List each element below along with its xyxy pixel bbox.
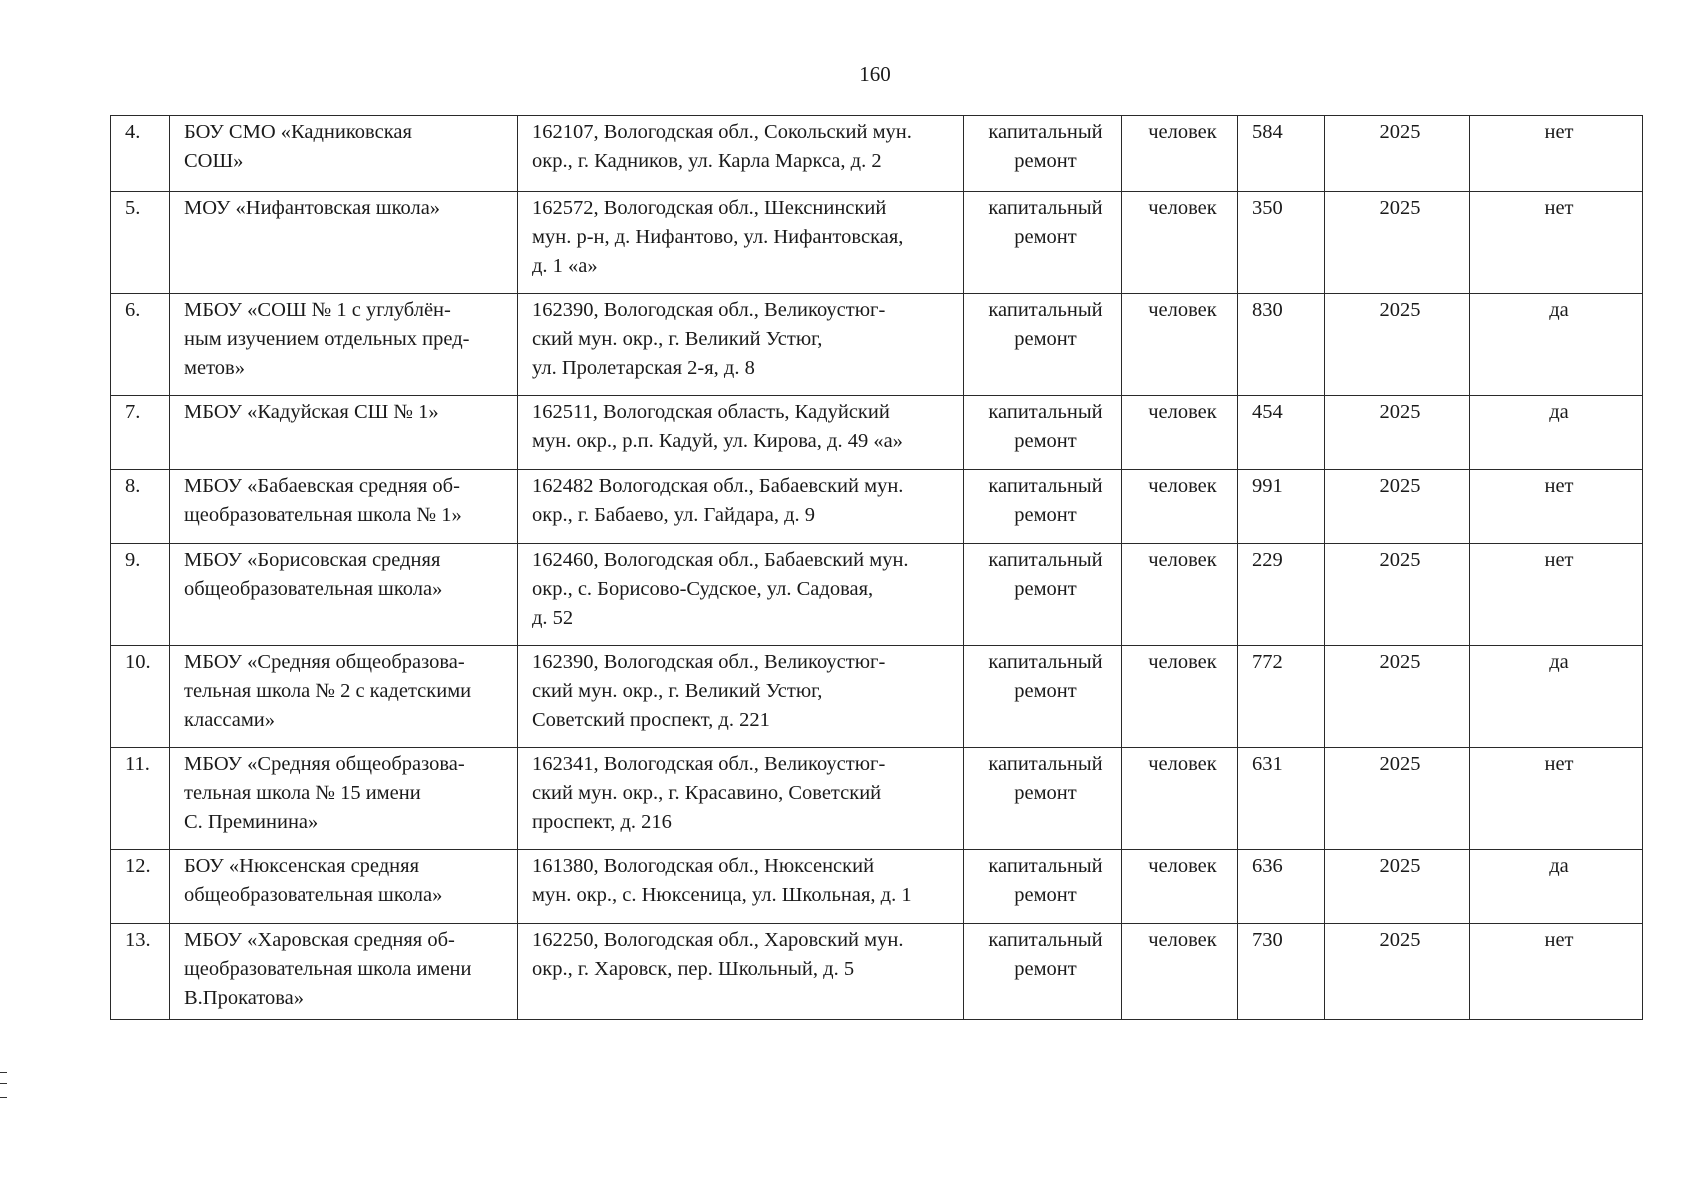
count-cell (1238, 924, 1325, 1020)
work-type-cell (964, 748, 1122, 850)
year-cell-line: 2025 (1379, 929, 1421, 951)
table-row (111, 748, 1643, 850)
row-number-cell (111, 850, 170, 924)
count-cell (1238, 646, 1325, 748)
row-number-cell-line: 6. (125, 299, 141, 321)
row-number-cell-line: 13. (125, 929, 151, 951)
school-name-cell-line: общеобразовательная школа» (184, 884, 443, 906)
count-cell (1238, 470, 1325, 544)
table-row (111, 646, 1643, 748)
work-type-cell (964, 544, 1122, 646)
unit-cell (1122, 646, 1238, 748)
work-type-cell (964, 116, 1122, 192)
address-cell-line: 161380, Вологодская обл., Нюксенский (532, 855, 875, 877)
work-type-cell-line: капитальный (988, 401, 1103, 423)
year-cell-line: 2025 (1379, 475, 1421, 497)
school-name-cell-line: общеобразовательная школа» (184, 578, 443, 600)
flag-cell-line: да (1549, 299, 1569, 321)
school-name-cell-line: классами» (184, 709, 276, 731)
year-cell (1325, 646, 1470, 748)
count-cell-line: 454 (1252, 401, 1283, 423)
flag-cell (1470, 116, 1643, 192)
flag-cell (1470, 544, 1643, 646)
work-type-cell-line: капитальный (988, 855, 1103, 877)
margin-mark (0, 1072, 7, 1098)
row-number-cell (111, 748, 170, 850)
school-name-cell-line: МБОУ «Борисовская средняя (184, 549, 441, 571)
unit-cell (1122, 544, 1238, 646)
school-name-cell-line: МБОУ «Средняя общеобразова- (184, 651, 465, 673)
unit-cell (1122, 116, 1238, 192)
work-type-cell-line: капитальный (988, 299, 1103, 321)
address-cell-line: ский мун. окр., г. Великий Устюг, (532, 680, 823, 702)
work-type-cell (964, 396, 1122, 470)
count-cell-line: 730 (1252, 929, 1283, 951)
work-type-cell-line: капитальный (988, 929, 1103, 951)
work-type-cell-line: ремонт (1014, 782, 1077, 804)
table-row (111, 470, 1643, 544)
year-cell (1325, 192, 1470, 294)
unit-cell-line: человек (1148, 651, 1217, 673)
year-cell (1325, 116, 1470, 192)
flag-cell-line: нет (1544, 929, 1574, 951)
unit-cell (1122, 294, 1238, 396)
work-type-cell-line: ремонт (1014, 150, 1077, 172)
address-cell-line: окр., г. Кадников, ул. Карла Маркса, д. 2 (532, 150, 882, 172)
unit-cell-line: человек (1148, 121, 1217, 143)
school-name-cell-line: щеобразовательная школа имени (184, 958, 472, 980)
table-row (111, 396, 1643, 470)
work-type-cell-line: ремонт (1014, 226, 1077, 248)
school-name-cell (170, 924, 518, 1020)
address-cell (518, 396, 964, 470)
unit-cell-line: человек (1148, 475, 1217, 497)
school-name-cell-line: тельная школа № 15 имени (184, 782, 421, 804)
year-cell-line: 2025 (1379, 121, 1421, 143)
unit-cell (1122, 748, 1238, 850)
work-type-cell-line: ремонт (1014, 504, 1077, 526)
year-cell (1325, 850, 1470, 924)
flag-cell (1470, 396, 1643, 470)
address-cell-line: ский мун. окр., г. Красавино, Советский (532, 782, 882, 804)
unit-cell-line: человек (1148, 929, 1217, 951)
work-type-cell (964, 192, 1122, 294)
address-cell-line: д. 1 «а» (532, 255, 598, 277)
school-name-cell-line: МОУ «Нифантовская школа» (184, 197, 441, 219)
work-type-cell-line: ремонт (1014, 328, 1077, 350)
work-type-cell (964, 850, 1122, 924)
table-row (111, 924, 1643, 1020)
address-cell (518, 470, 964, 544)
school-name-cell (170, 116, 518, 192)
work-type-cell-line: капитальный (988, 753, 1103, 775)
year-cell (1325, 544, 1470, 646)
count-cell (1238, 850, 1325, 924)
work-type-cell (964, 924, 1122, 1020)
address-cell (518, 544, 964, 646)
count-cell (1238, 396, 1325, 470)
school-name-cell-line: БОУ «Нюксенская средняя (184, 855, 419, 877)
count-cell (1238, 192, 1325, 294)
flag-cell-line: нет (1544, 475, 1574, 497)
year-cell-line: 2025 (1379, 549, 1421, 571)
address-cell-line: мун. окр., р.п. Кадуй, ул. Кирова, д. 49 «а» (532, 430, 903, 452)
row-number-cell (111, 396, 170, 470)
school-name-cell-line: МБОУ «Харовская средняя об- (184, 929, 455, 951)
year-cell-line: 2025 (1379, 753, 1421, 775)
count-cell (1238, 116, 1325, 192)
year-cell-line: 2025 (1379, 197, 1421, 219)
flag-cell (1470, 470, 1643, 544)
school-name-cell (170, 748, 518, 850)
flag-cell-line: нет (1544, 197, 1574, 219)
flag-cell-line: нет (1544, 549, 1574, 571)
address-cell-line: окр., г. Бабаево, ул. Гайдара, д. 9 (532, 504, 816, 526)
row-number-cell (111, 544, 170, 646)
unit-cell (1122, 396, 1238, 470)
flag-cell (1470, 850, 1643, 924)
unit-cell-line: человек (1148, 197, 1217, 219)
address-cell (518, 192, 964, 294)
school-name-cell-line: МБОУ «Средняя общеобразова- (184, 753, 465, 775)
work-type-cell-line: капитальный (988, 197, 1103, 219)
count-cell (1238, 544, 1325, 646)
count-cell-line: 350 (1252, 197, 1283, 219)
work-type-cell-line: ремонт (1014, 884, 1077, 906)
unit-cell (1122, 470, 1238, 544)
school-name-cell-line: СОШ» (184, 150, 244, 172)
count-cell-line: 636 (1252, 855, 1283, 877)
row-number-cell (111, 924, 170, 1020)
address-cell-line: ул. Пролетарская 2-я, д. 8 (532, 357, 755, 379)
address-cell-line: 162341, Вологодская обл., Великоустюг- (532, 753, 886, 775)
work-type-cell-line: ремонт (1014, 680, 1077, 702)
address-cell-line: мун. окр., с. Нюксеница, ул. Школьная, д. 1 (532, 884, 912, 906)
count-cell-line: 229 (1252, 549, 1283, 571)
year-cell-line: 2025 (1379, 651, 1421, 673)
address-cell-line: 162107, Вологодская обл., Сокольский мун. (532, 121, 912, 143)
address-cell (518, 924, 964, 1020)
unit-cell-line: человек (1148, 299, 1217, 321)
address-cell-line: 162511, Вологодская область, Кадуйский (532, 401, 890, 423)
school-name-cell (170, 850, 518, 924)
address-cell-line: д. 52 (532, 607, 574, 629)
school-name-cell (170, 646, 518, 748)
table-row (111, 294, 1643, 396)
row-number-cell (111, 470, 170, 544)
row-number-cell-line: 4. (125, 121, 141, 143)
flag-cell-line: нет (1544, 121, 1574, 143)
row-number-cell-line: 11. (125, 753, 150, 775)
flag-cell (1470, 192, 1643, 294)
address-cell-line: 162460, Вологодская обл., Бабаевский мун. (532, 549, 909, 571)
table-row (111, 116, 1643, 192)
table-body (111, 116, 1643, 1020)
address-cell-line: 162250, Вологодская обл., Харовский мун. (532, 929, 904, 951)
count-cell (1238, 748, 1325, 850)
address-cell (518, 748, 964, 850)
work-type-cell-line: капитальный (988, 121, 1103, 143)
unit-cell-line: человек (1148, 401, 1217, 423)
flag-cell (1470, 294, 1643, 396)
row-number-cell-line: 9. (125, 549, 141, 571)
school-name-cell-line: ным изучением отдельных пред- (184, 328, 470, 350)
school-name-cell-line: МБОУ «Кадуйская СШ № 1» (184, 401, 439, 423)
work-type-cell-line: капитальный (988, 475, 1103, 497)
address-cell-line: мун. р-н, д. Нифантово, ул. Нифантовская, (532, 226, 904, 248)
table-row (111, 544, 1643, 646)
row-number-cell-line: 8. (125, 475, 141, 497)
year-cell (1325, 748, 1470, 850)
school-name-cell-line: БОУ СМО «Кадниковская (184, 121, 412, 143)
school-name-cell-line: тельная школа № 2 с кадетскими (184, 680, 472, 702)
work-type-cell-line: капитальный (988, 651, 1103, 673)
count-cell-line: 584 (1252, 121, 1283, 143)
school-name-cell-line: МБОУ «СОШ № 1 с углублён- (184, 299, 451, 321)
unit-cell-line: человек (1148, 753, 1217, 775)
address-cell-line: 162390, Вологодская обл., Великоустюг- (532, 651, 886, 673)
school-name-cell-line: щеобразовательная школа № 1» (184, 504, 462, 526)
address-cell (518, 850, 964, 924)
work-type-cell-line: капитальный (988, 549, 1103, 571)
unit-cell-line: человек (1148, 549, 1217, 571)
flag-cell (1470, 924, 1643, 1020)
year-cell-line: 2025 (1379, 299, 1421, 321)
row-number-cell-line: 12. (125, 855, 151, 877)
table-row (111, 850, 1643, 924)
work-type-cell (964, 294, 1122, 396)
school-name-cell (170, 192, 518, 294)
flag-cell (1470, 748, 1643, 850)
address-cell (518, 294, 964, 396)
year-cell-line: 2025 (1379, 855, 1421, 877)
year-cell (1325, 294, 1470, 396)
flag-cell-line: нет (1544, 753, 1574, 775)
address-cell-line: окр., с. Борисово-Судское, ул. Садовая, (532, 578, 874, 600)
count-cell-line: 991 (1252, 475, 1283, 497)
row-number-cell (111, 116, 170, 192)
schools-table (110, 115, 1643, 1020)
address-cell-line: проспект, д. 216 (532, 811, 672, 833)
work-type-cell-line: ремонт (1014, 958, 1077, 980)
flag-cell-line: да (1549, 651, 1569, 673)
school-name-cell-line: МБОУ «Бабаевская средняя об- (184, 475, 460, 497)
row-number-cell-line: 7. (125, 401, 141, 423)
count-cell-line: 830 (1252, 299, 1283, 321)
address-cell-line: 162572, Вологодская обл., Шекснинский (532, 197, 887, 219)
school-name-cell (170, 294, 518, 396)
work-type-cell-line: ремонт (1014, 578, 1077, 600)
count-cell-line: 631 (1252, 753, 1283, 775)
address-cell-line: ский мун. окр., г. Великий Устюг, (532, 328, 823, 350)
school-name-cell-line: метов» (184, 357, 245, 379)
work-type-cell (964, 646, 1122, 748)
year-cell (1325, 924, 1470, 1020)
table-row (111, 192, 1643, 294)
flag-cell-line: да (1549, 401, 1569, 423)
row-number-cell-line: 5. (125, 197, 141, 219)
year-cell (1325, 396, 1470, 470)
address-cell-line: 162390, Вологодская обл., Великоустюг- (532, 299, 886, 321)
address-cell (518, 646, 964, 748)
unit-cell (1122, 924, 1238, 1020)
school-name-cell (170, 470, 518, 544)
row-number-cell (111, 294, 170, 396)
unit-cell (1122, 192, 1238, 294)
flag-cell-line: да (1549, 855, 1569, 877)
row-number-cell-line: 10. (125, 651, 151, 673)
row-number-cell (111, 646, 170, 748)
row-number-cell (111, 192, 170, 294)
count-cell-line: 772 (1252, 651, 1283, 673)
address-cell-line: окр., г. Харовск, пер. Школьный, д. 5 (532, 958, 855, 980)
address-cell (518, 116, 964, 192)
school-name-cell-line: С. Преминина» (184, 811, 319, 833)
flag-cell (1470, 646, 1643, 748)
school-name-cell (170, 396, 518, 470)
school-name-cell (170, 544, 518, 646)
unit-cell (1122, 850, 1238, 924)
year-cell (1325, 470, 1470, 544)
work-type-cell (964, 470, 1122, 544)
page-number: 160 (859, 62, 891, 86)
count-cell (1238, 294, 1325, 396)
year-cell-line: 2025 (1379, 401, 1421, 423)
school-name-cell-line: В.Прокатова» (184, 987, 305, 1009)
address-cell-line: 162482 Вологодская обл., Бабаевский мун. (532, 475, 904, 497)
address-cell-line: Советский проспект, д. 221 (532, 709, 770, 731)
unit-cell-line: человек (1148, 855, 1217, 877)
work-type-cell-line: ремонт (1014, 430, 1077, 452)
